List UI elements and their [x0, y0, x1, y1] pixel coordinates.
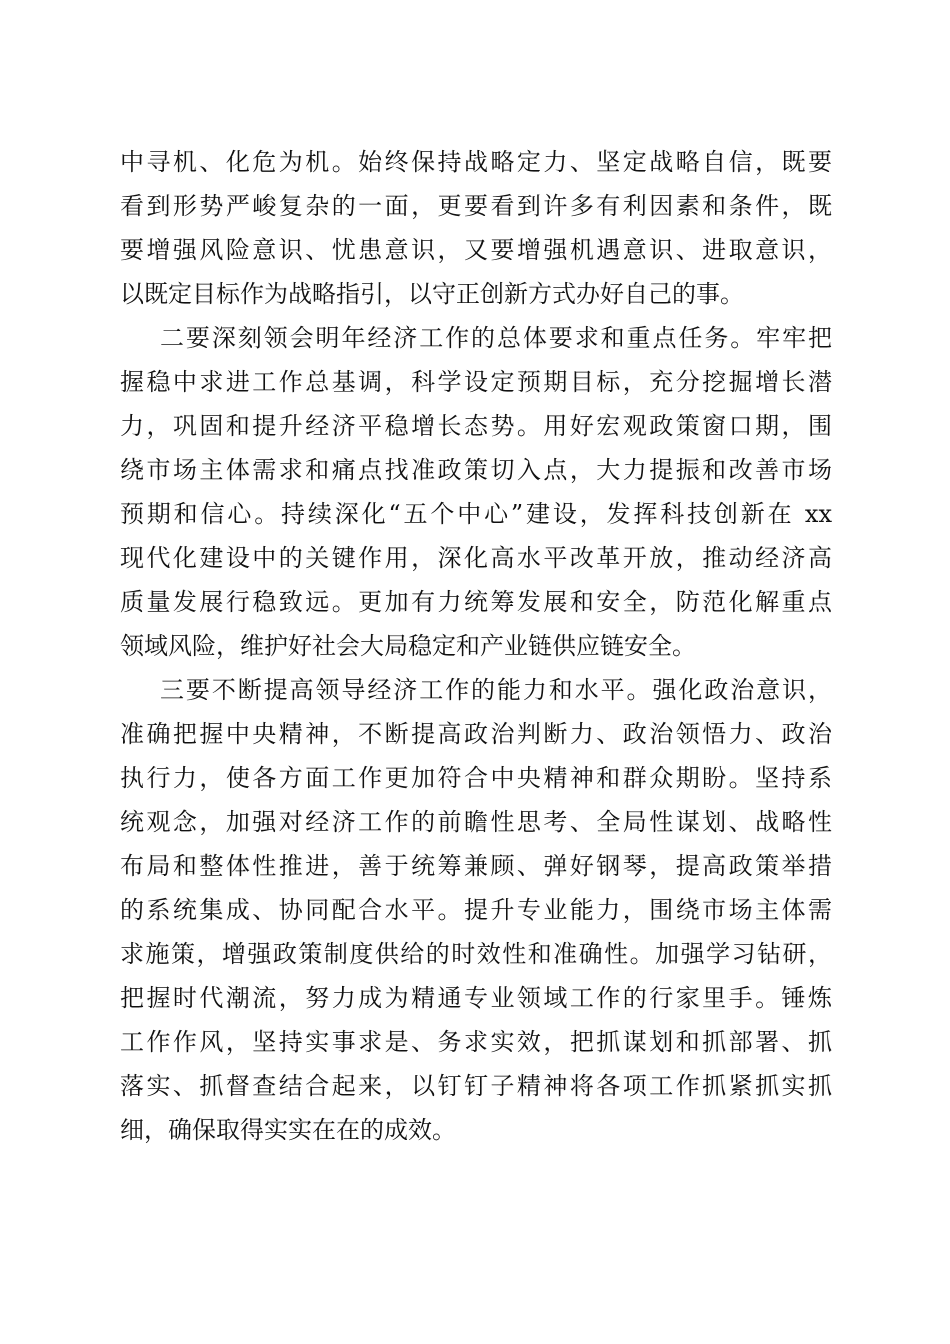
paragraph-line: 把握时代潮流，努力成为精通专业领域工作的行家里手。锤炼	[120, 984, 832, 1012]
paragraph-line: 绕市场主体需求和痛点找准政策切入点，大力提振和改善市场	[120, 456, 832, 484]
paragraph-line: 质量发展行稳致远。更加有力统筹发展和安全，防范化解重点	[120, 588, 832, 616]
paragraph-line: 以既定目标作为战略指引，以守正创新方式办好自己的事。	[120, 280, 744, 308]
paragraph-line: 统观念，加强对经济工作的前瞻性思考、全局性谋划、战略性	[120, 808, 832, 836]
paragraph-line: 握稳中求进工作总基调，科学设定预期目标，充分挖掘增长潜	[120, 368, 832, 396]
paragraph-line: 中寻机、化危为机。始终保持战略定力、坚定战略自信，既要	[120, 148, 832, 176]
paragraph-line: 现代化建设中的关键作用，深化高水平改革开放，推动经济高	[120, 544, 832, 572]
body-text	[120, 140, 832, 1152]
paragraph-line: 工作作风，坚持实事求是、务求实效，把抓谋划和抓部署、抓	[120, 1028, 832, 1056]
paragraph-line: 看到形势严峻复杂的一面，更要看到许多有利因素和条件，既	[120, 192, 832, 220]
paragraph-line: 要增强风险意识、忧患意识，又要增强机遇意识、进取意识，	[120, 236, 832, 264]
paragraph-line: 求施策，增强政策制度供给的时效性和准确性。加强学习钻研，	[120, 940, 832, 968]
paragraph-line: 力，巩固和提升经济平稳增长态势。用好宏观政策窗口期，围	[120, 412, 832, 440]
paragraph-line: 二要深刻领会明年经济工作的总体要求和重点任务。牢牢把	[160, 324, 832, 352]
paragraph-line: 三要不断提高领导经济工作的能力和水平。强化政治意识，	[160, 676, 832, 704]
paragraph-line: 布局和整体性推进，善于统筹兼顾、弹好钢琴，提高政策举措	[120, 852, 832, 880]
paragraph-line: 领域风险，维护好社会大局稳定和产业链供应链安全。	[120, 632, 696, 660]
paragraph-line: 的系统集成、协同配合水平。提升专业能力，围绕市场主体需	[120, 896, 832, 924]
paragraph-line: 细，确保取得实实在在的成效。	[120, 1116, 456, 1144]
paragraph-line: 预期和信心。持续深化“五个中心”建设，发挥科技创新在 xx	[120, 500, 832, 528]
paragraph-line: 准确把握中央精神，不断提高政治判断力、政治领悟力、政治	[120, 720, 832, 748]
paragraph-line: 执行力，使各方面工作更加符合中央精神和群众期盼。坚持系	[120, 764, 832, 792]
paragraph-line: 落实、抓督查结合起来，以钉钉子精神将各项工作抓紧抓实抓	[120, 1072, 832, 1100]
